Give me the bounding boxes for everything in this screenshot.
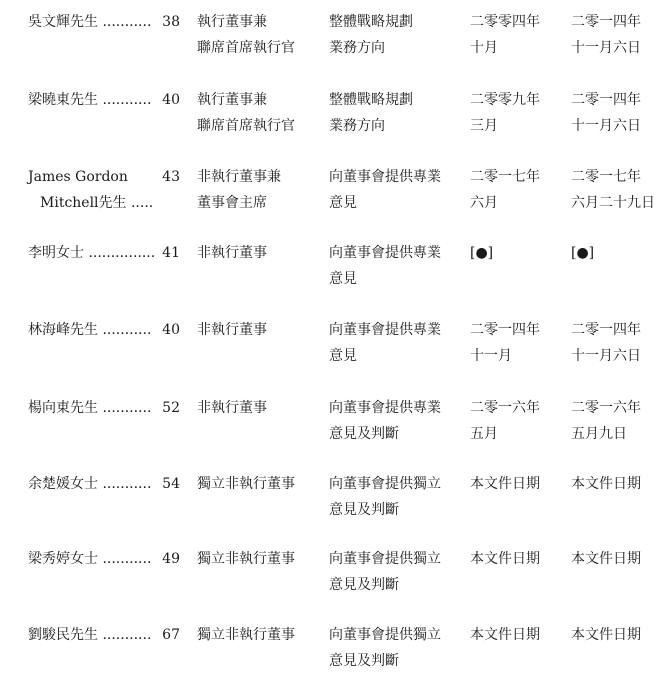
director-position-line: 獨立非執行董事	[197, 627, 295, 643]
director-name-line: 李明女士 ...............	[28, 245, 156, 261]
director-position	[197, 622, 322, 648]
table-row	[0, 240, 667, 300]
director-role-line: 意見	[329, 271, 357, 287]
director-position-line: 獨立非執行董事	[197, 551, 295, 567]
director-joined-date-line: [●]	[470, 245, 494, 261]
director-appointed-date	[571, 9, 663, 61]
director-name	[28, 471, 160, 497]
director-role-line: 意見	[329, 195, 357, 211]
director-name-line: 吳文輝先生 ...........	[28, 14, 152, 30]
director-appointed-date	[571, 240, 663, 266]
director-age: 43	[162, 169, 180, 185]
director-appointed-date-line: 二零一六年	[571, 400, 641, 416]
director-role	[329, 9, 459, 61]
table-row	[0, 317, 667, 377]
director-position	[197, 395, 322, 421]
director-name-line: 梁曉東先生 ...........	[28, 92, 152, 108]
director-joined-date	[470, 87, 560, 139]
director-joined-date-line: 三月	[470, 118, 498, 134]
director-name-line: 余楚媛女士 ...........	[28, 476, 152, 492]
director-joined-date-line: 六月	[470, 195, 498, 211]
director-age: 54	[162, 476, 180, 492]
director-name	[28, 9, 160, 35]
director-position-line: 獨立非執行董事	[197, 476, 295, 492]
director-role-line: 向董事會提供獨立	[329, 551, 441, 567]
director-name	[28, 622, 160, 648]
director-role-line: 整體戰略規劃	[329, 14, 413, 30]
director-name	[28, 395, 160, 421]
director-position	[197, 240, 322, 266]
director-role-line: 向董事會提供獨立	[329, 476, 441, 492]
director-joined-date-line: 本文件日期	[470, 476, 540, 492]
director-role-line: 業務方向	[329, 118, 385, 134]
director-role-line: 整體戰略規劃	[329, 92, 413, 108]
director-name-line: 楊向東先生 ...........	[28, 400, 152, 416]
director-joined-date-line: 二零一六年	[470, 400, 540, 416]
director-appointed-date-line: 二零一七年	[571, 169, 641, 185]
director-position	[197, 9, 322, 61]
director-appointed-date-line: 本文件日期	[571, 627, 641, 643]
director-joined-date	[470, 471, 560, 497]
director-joined-date	[470, 546, 560, 572]
director-age: 40	[162, 92, 180, 108]
director-appointed-date-line: [●]	[571, 245, 595, 261]
director-role	[329, 164, 459, 216]
director-role	[329, 622, 459, 674]
director-role-line: 向董事會提供專業	[329, 322, 441, 338]
director-joined-date-line: 十月	[470, 40, 498, 56]
table-row	[0, 622, 667, 682]
director-position	[197, 546, 322, 572]
director-role	[329, 546, 459, 598]
table-row	[0, 546, 667, 606]
director-role-line: 業務方向	[329, 40, 385, 56]
director-joined-date	[470, 317, 560, 369]
director-appointed-date-line: 五月九日	[571, 426, 627, 442]
director-appointed-date-line: 本文件日期	[571, 551, 641, 567]
director-appointed-date-line: 二零一四年	[571, 322, 641, 338]
director-name-line: 劉駿民先生 ...........	[28, 627, 152, 643]
director-appointed-date	[571, 87, 663, 139]
table-row	[0, 9, 667, 69]
director-role-line: 向董事會提供獨立	[329, 627, 441, 643]
director-age: 49	[162, 551, 180, 567]
director-position-line: 董事會主席	[197, 195, 267, 211]
director-age: 38	[162, 14, 180, 30]
director-role-line: 意見及判斷	[329, 426, 399, 442]
director-role-line: 意見及判斷	[329, 653, 399, 669]
director-role	[329, 240, 459, 292]
director-position-line: 非執行董事兼	[197, 169, 281, 185]
director-name	[28, 87, 160, 113]
director-position	[197, 317, 322, 343]
director-joined-date	[470, 240, 560, 266]
director-role-line: 意見	[329, 348, 357, 364]
director-appointed-date	[571, 471, 663, 497]
director-joined-date-line: 本文件日期	[470, 551, 540, 567]
director-name-line: James Gordon	[28, 169, 128, 185]
director-name	[28, 317, 160, 343]
director-role-line: 向董事會提供專業	[329, 169, 441, 185]
director-appointed-date-line: 六月二十九日	[571, 195, 655, 211]
director-joined-date-line: 二零一四年	[470, 322, 540, 338]
director-role-line: 意見及判斷	[329, 577, 399, 593]
director-position-line: 非執行董事	[197, 245, 267, 261]
director-position	[197, 471, 322, 497]
table-row	[0, 164, 667, 224]
director-appointed-date-line: 二零一四年	[571, 14, 641, 30]
director-position	[197, 164, 322, 216]
table-row	[0, 87, 667, 147]
table-row	[0, 471, 667, 531]
director-appointed-date	[571, 546, 663, 572]
director-position-line: 非執行董事	[197, 322, 267, 338]
director-role-line: 意見及判斷	[329, 502, 399, 518]
director-appointed-date-line: 二零一四年	[571, 92, 641, 108]
director-age: 41	[162, 245, 180, 261]
director-role-line: 向董事會提供專業	[329, 400, 441, 416]
director-appointed-date	[571, 164, 663, 216]
director-joined-date-line: 本文件日期	[470, 627, 540, 643]
director-position-line: 非執行董事	[197, 400, 267, 416]
director-joined-date	[470, 9, 560, 61]
director-position-line: 聯席首席執行官	[197, 40, 295, 56]
director-appointed-date-line: 十一月六日	[571, 40, 641, 56]
director-name	[28, 240, 160, 266]
director-appointed-date	[571, 317, 663, 369]
director-appointed-date	[571, 395, 663, 447]
director-joined-date-line: 二零一七年	[470, 169, 540, 185]
table-row	[0, 395, 667, 455]
director-position	[197, 87, 322, 139]
director-position-line: 聯席首席執行官	[197, 118, 295, 134]
director-age: 40	[162, 322, 180, 338]
director-name-line: Mitchell先生 .....	[40, 195, 154, 211]
director-name	[28, 546, 160, 572]
director-appointed-date-line: 十一月六日	[571, 118, 641, 134]
director-name	[28, 164, 160, 216]
director-joined-date-line: 五月	[470, 426, 498, 442]
director-role	[329, 317, 459, 369]
director-joined-date	[470, 164, 560, 216]
director-appointed-date-line: 本文件日期	[571, 476, 641, 492]
director-joined-date-line: 十一月	[470, 348, 512, 364]
director-joined-date	[470, 622, 560, 648]
director-joined-date-line: 二零零九年	[470, 92, 540, 108]
director-age: 52	[162, 400, 180, 416]
director-joined-date-line: 二零零四年	[470, 14, 540, 30]
director-role	[329, 471, 459, 523]
director-age: 67	[162, 627, 180, 643]
director-position-line: 執行董事兼	[197, 92, 267, 108]
director-role	[329, 87, 459, 139]
director-name-line: 林海峰先生 ...........	[28, 322, 152, 338]
director-role	[329, 395, 459, 447]
director-appointed-date-line: 十一月六日	[571, 348, 641, 364]
director-name-line: 梁秀婷女士 ...........	[28, 551, 152, 567]
director-joined-date	[470, 395, 560, 447]
director-appointed-date	[571, 622, 663, 648]
director-role-line: 向董事會提供專業	[329, 245, 441, 261]
director-position-line: 執行董事兼	[197, 14, 267, 30]
